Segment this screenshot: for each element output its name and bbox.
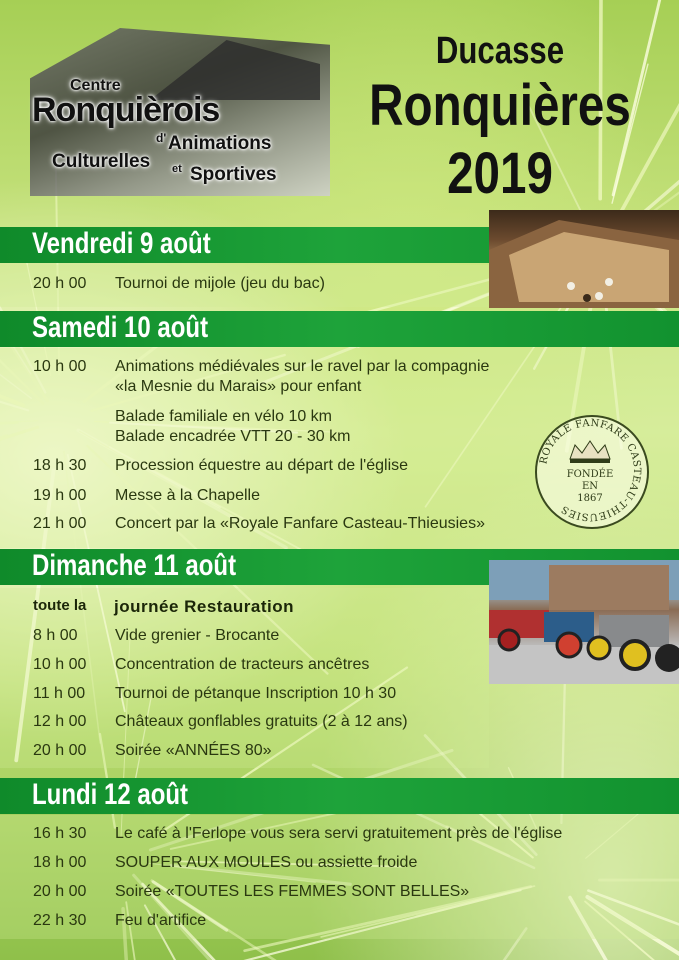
logo-line-sportives: Sportives <box>190 164 277 185</box>
crown-icon <box>570 441 610 463</box>
event-description: Concert par la «Royale Fanfare Casteau-Thieusies» <box>115 515 485 532</box>
day-title-lundi: Lundi 12 août <box>32 778 188 811</box>
day-title-dimanche: Dimanche 11 août <box>32 549 237 582</box>
allday-label: journée Restauration <box>114 597 295 616</box>
logo-line-culturelles: Culturelles <box>52 151 151 172</box>
event-description: Balade encadrée VTT 20 - 30 km <box>115 428 351 445</box>
event-time: 10 h 00 <box>33 358 87 375</box>
day-banner-samedi <box>0 311 679 347</box>
event-description: Procession équestre au départ de l'église <box>115 457 409 474</box>
event-time: 18 h 30 <box>33 457 87 474</box>
event-description: Soirée «TOUTES LES FEMMES SONT BELLES» <box>115 883 470 900</box>
seal-ring-text: ROYALE FANFARE CASTEAU-THIEUSIES <box>538 417 643 523</box>
event-description: Feu d'artifice <box>115 912 207 929</box>
event-time: 11 h 00 <box>33 685 86 702</box>
logo-line-centre: Centre <box>70 77 121 94</box>
seal-en: EN <box>581 481 599 492</box>
logo-line-animations: Animations <box>168 133 272 154</box>
event-description: Messe à la Chapelle <box>115 487 260 504</box>
event-description: «la Mesnie du Marais» pour enfant <box>115 378 362 395</box>
event-description: Châteaux gonflables gratuits (2 à 12 ans) <box>115 713 408 730</box>
fanfare-seal <box>535 415 649 529</box>
title-ronquieres: Ronquières <box>369 73 631 138</box>
title-year: 2019 <box>447 141 553 206</box>
photo-tracteurs <box>489 560 679 684</box>
event-description: Soirée «ANNÉES 80» <box>115 742 272 759</box>
allday-prefix: toute la <box>33 597 87 614</box>
day-banner-lundi <box>0 778 679 814</box>
day-title-samedi: Samedi 10 août <box>32 311 209 344</box>
event-description: Vide grenier - Brocante <box>115 627 280 644</box>
logo-line-et: et <box>172 163 182 175</box>
event-time: 20 h 00 <box>33 742 87 759</box>
logo-line-ronquierois: Ronquièrois <box>32 91 220 129</box>
event-description: Animations médiévales sur le ravel par la compagnie <box>115 358 490 375</box>
event-description: Balade familiale en vélo 10 km <box>115 408 333 425</box>
title-ducasse: Ducasse <box>435 30 565 72</box>
event-time: 12 h 00 <box>33 713 87 730</box>
event-time: 22 h 30 <box>33 912 87 929</box>
seal-founded: FONDÉE <box>566 469 614 480</box>
logo-line-d: d' <box>156 131 167 145</box>
event-description: Tournoi de pétanque Inscription 10 h 30 <box>115 685 397 702</box>
event-description: Le café à l'Ferlope vous sera servi gratuitement près de l'église <box>115 825 563 842</box>
day-title-vendredi: Vendredi 9 août <box>32 227 211 260</box>
event-time: 10 h 00 <box>33 656 87 673</box>
event-description: SOUPER AUX MOULES ou assiette froide <box>115 854 418 871</box>
event-time: 20 h 00 <box>33 275 87 292</box>
event-description: Tournoi de mijole (jeu du bac) <box>115 275 325 292</box>
event-time: 19 h 00 <box>33 487 87 504</box>
event-description: Concentration de tracteurs ancêtres <box>115 656 370 673</box>
event-time: 16 h 30 <box>33 825 87 842</box>
event-time: 21 h 00 <box>33 515 87 532</box>
event-time: 8 h 00 <box>33 627 78 644</box>
seal-year: 1867 <box>577 493 603 504</box>
event-time: 20 h 00 <box>33 883 87 900</box>
photo-jeu-du-bac <box>489 210 679 308</box>
event-time: 18 h 00 <box>33 854 87 871</box>
